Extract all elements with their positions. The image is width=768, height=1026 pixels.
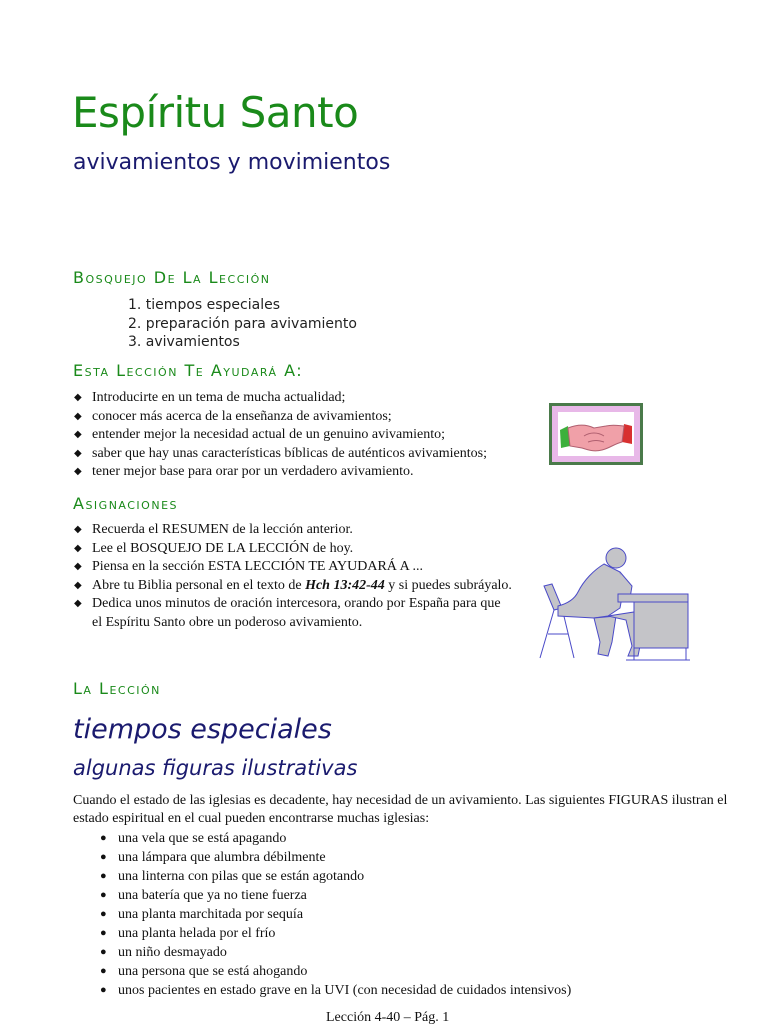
list-item [73, 426, 543, 445]
list-item-text: una persona que se está ahogando [118, 964, 308, 979]
bible-reference: Hch 13:42-44 [305, 577, 385, 593]
list-item-text: entender mejor la necesidad actual de un genuino avivamiento; [92, 427, 445, 442]
help-list [73, 389, 543, 482]
list-item [73, 408, 543, 427]
assignments-heading: Asignaciones [73, 494, 178, 513]
bullet-icon: ● [100, 984, 107, 996]
diamond-bullet-icon: ◆ [74, 524, 82, 535]
lesson-subtopic: algunas figuras ilustrativas [73, 756, 358, 780]
page-title: Espíritu Santo [72, 88, 359, 137]
bullet-icon: ● [100, 908, 107, 920]
diamond-bullet-icon: ◆ [74, 542, 82, 554]
list-item-text: una linterna con pilas que se están agotando [118, 869, 365, 884]
list-item-text: una planta helada por el frío [118, 926, 276, 941]
list-item [100, 886, 571, 905]
lesson-intro: Cuando el estado de las iglesias es decadente, hay necesidad de un avivamiento. Las siguientes FIGURAS ilustran el estado espiritual en el cual pueden encontrarse muchas iglesias: [73, 793, 728, 826]
list-item-text: Dedica unos minutos de oración intercesora, orando por España para que el Espíritu Santo obre un poderoso avivamiento. [92, 596, 501, 630]
list-item-text: Lee el BOSQUEJO DE LA LECCIÓN de hoy. [92, 540, 354, 556]
student-at-desk-icon [538, 546, 690, 662]
list-item [100, 962, 571, 981]
list-item-text: Recuerda el RESUMEN de la lección anterior. [92, 522, 353, 537]
outline-heading: Bosquejo De La Lección [73, 268, 271, 287]
list-item-text: Abre tu Biblia personal en el texto de [92, 577, 306, 593]
list-item [73, 389, 543, 408]
bullet-icon: ● [100, 889, 107, 901]
list-item [73, 595, 513, 632]
page-footer: Lección 4-40 – Pág. 1 [326, 1010, 450, 1025]
help-heading: Esta Lección Te Ayudará A: [73, 361, 304, 380]
list-item [100, 943, 571, 962]
outline-item: 3. avivamientos [128, 334, 240, 350]
list-item [73, 521, 513, 540]
list-item-text: y si puedes subráyalo. [384, 577, 512, 593]
figures-list [100, 829, 571, 1000]
list-item [73, 463, 543, 482]
list-item-text: unos pacientes en estado grave en la UVI (con necesidad de cuidados intensivos) [118, 983, 572, 998]
diamond-bullet-icon: ◆ [74, 410, 82, 422]
list-item-text: una vela que se está apagando [118, 831, 287, 846]
outline-list [128, 296, 357, 352]
list-item [73, 577, 513, 596]
diamond-bullet-icon: ◆ [74, 598, 82, 609]
list-item [100, 867, 571, 886]
list-item-text: una lámpara que alumbra débilmente [118, 850, 326, 865]
bullet-icon: ● [100, 832, 107, 844]
list-item-text: una planta marchitada por sequía [118, 907, 304, 922]
list-item-text: saber que hay unas características bíblicas de auténticos avivamientos; [92, 445, 487, 461]
diamond-bullet-icon: ◆ [74, 447, 82, 459]
bullet-icon: ● [100, 851, 107, 863]
list-item [100, 829, 571, 848]
list-item [100, 924, 571, 943]
list-item [73, 558, 513, 577]
outline-item: 2. preparación para avivamiento [128, 315, 357, 332]
diamond-bullet-icon: ◆ [74, 561, 82, 572]
diamond-bullet-icon: ◆ [74, 466, 82, 477]
list-item-text: Introducirte en un tema de mucha actualidad; [92, 390, 346, 405]
list-item [100, 848, 571, 867]
assignments-list [73, 521, 513, 632]
list-item-text: un niño desmayado [118, 945, 227, 960]
list-item [73, 445, 543, 464]
handshake-icon [548, 402, 644, 466]
diamond-bullet-icon: ◆ [74, 579, 82, 591]
list-item-text: Piensa en la sección ESTA LECCIÓN TE AYUDARÁ A ... [92, 559, 423, 574]
list-item-text: conocer más acerca de la enseñanza de avivamientos; [92, 408, 392, 424]
outline-item: 1. tiempos especiales [128, 297, 281, 313]
bullet-icon: ● [100, 927, 107, 939]
diamond-bullet-icon: ◆ [74, 392, 82, 403]
bullet-icon: ● [100, 965, 107, 977]
page-subtitle: avivamientos y movimientos [73, 150, 391, 175]
lesson-topic: tiempos especiales [73, 714, 332, 745]
list-item-text: tener mejor base para orar por un verdadero avivamiento. [92, 464, 414, 479]
bullet-icon: ● [100, 870, 107, 882]
list-item [100, 905, 571, 924]
lesson-heading: La Lección [73, 679, 161, 698]
list-item [100, 981, 571, 1000]
list-item-text: una batería que ya no tiene fuerza [118, 888, 307, 903]
list-item [73, 540, 513, 559]
diamond-bullet-icon: ◆ [74, 429, 82, 440]
bullet-icon: ● [100, 946, 107, 958]
